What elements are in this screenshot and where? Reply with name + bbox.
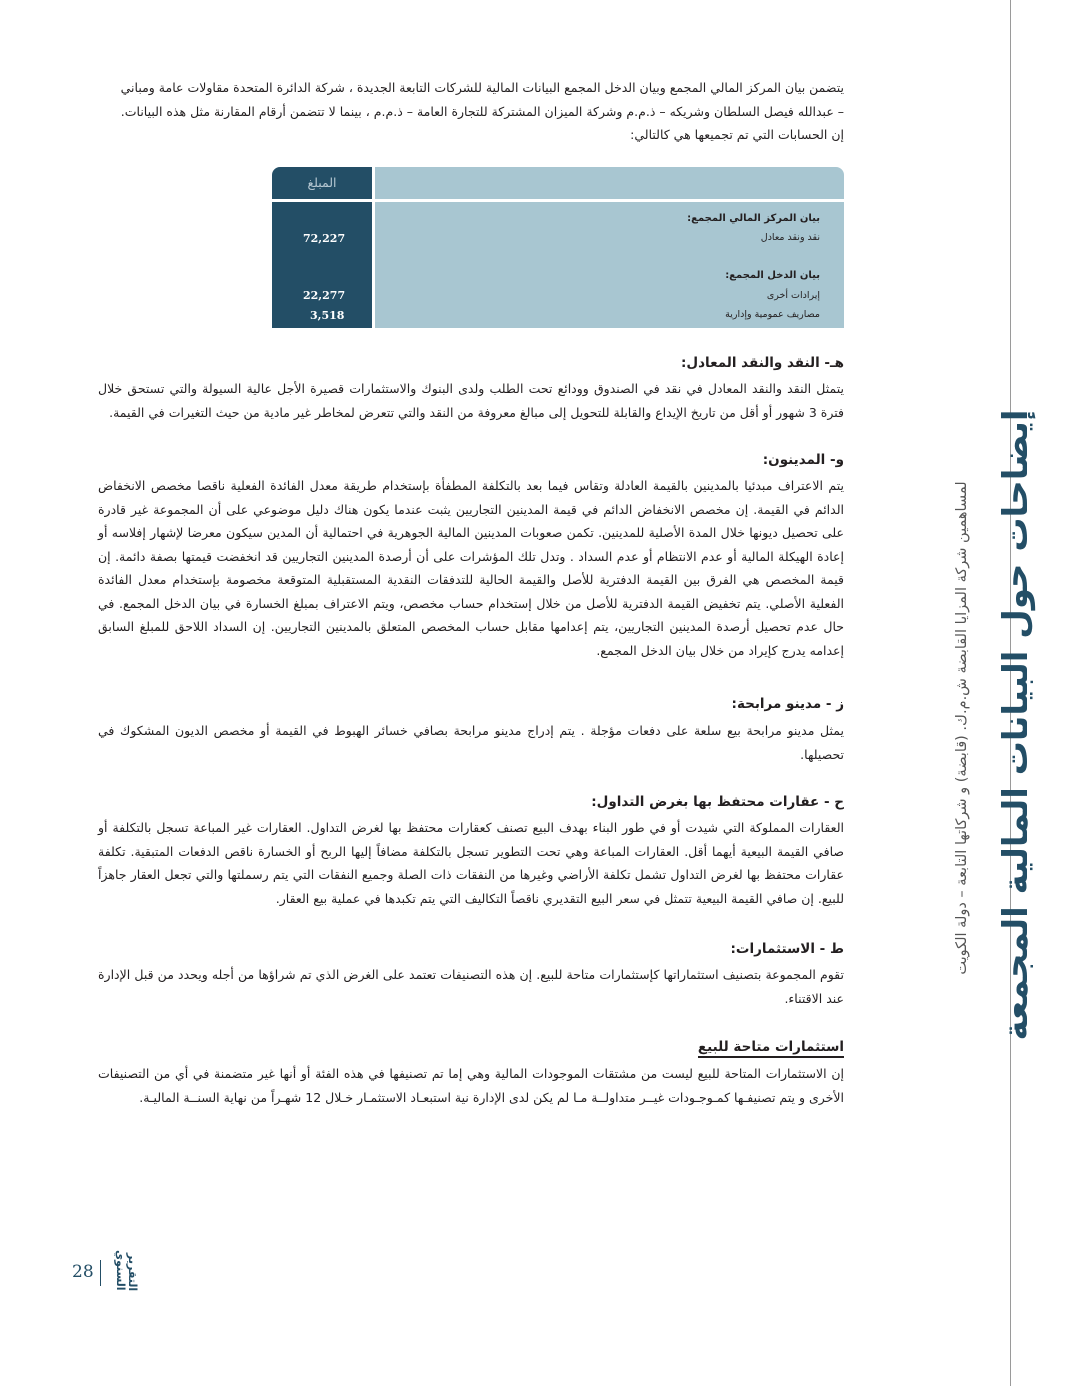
paragraph-cash-equivalents bbox=[98, 377, 844, 424]
paragraph-available-for-sale bbox=[98, 1062, 844, 1109]
heading-debtors: و- المدينون: bbox=[762, 452, 844, 468]
side-title-band bbox=[954, 300, 1038, 1160]
table-row-cash-label: نقد ونقد معادل bbox=[760, 232, 820, 243]
page-number: 28 bbox=[72, 1262, 94, 1282]
paragraph-cash-equivalents-text: يتمثل النقد والنقد المعادل في نقد في الصندوق وودائع تحت الطلب ولدى البنوك والاستثمارات قصيرة الأجل عالية السيولة والتي تستحق خلال فترة 3 شهور أو أقل من تاريخ الإيداع والقابلة للتحويل إلى مبالغ معروفة من النقد والتي تتعرض لمخاطر غير مادية من حيث التغيرات في القيمة. bbox=[98, 381, 844, 420]
heading-trading-properties: ح - عقارات محتفظ بها بغرض التداول: bbox=[591, 794, 844, 810]
side-subtitle: لمساهمين شركة المزايا القابضة ش.م.ك. (قابضة) و شركاتها التابعة – دولة الكويت bbox=[954, 481, 970, 975]
paragraph-investments bbox=[98, 963, 844, 1010]
paragraph-trading-properties-text: العقارات المملوكة التي شيدت أو في طور البناء بهدف البيع تصنف كعقارات محتفظ بها لغرض التداول. العقارات غير المباعة تسجل بالتكلفة أو صافي القيمة البيعية أيهما أقل. العقارات المباعة وهي تحت التطوير تسجل بالتكلفة مضافاً إليها الربح أو الخسارة ناقص الدفعات المتبقية. تكلفة عقارات محتفظ بها لغرض التداول تشمل تكلفة الأراضي وغيرها من النفقات ذات الصلة وجميع النفقات التي يتم رسملتها والتي تجعل العقار جاهزاً للبيع. إن صافي القيمة البيعية تتمثل في سعر البيع التقديري ناقصاً التكاليف التي يتم تكبدها في عملية بيع العقار. bbox=[98, 820, 844, 906]
table-row-admin-expenses-value: 3,518 bbox=[310, 309, 345, 322]
side-title: إيضاحات حول البيانات المالية المجمعة bbox=[996, 409, 1036, 1041]
paragraph-investments-text: تقوم المجموعة بتصنيف استثماراتها كإستثمارات متاحة للبيع. إن هذه التصنيفات تعتمد على الغرض الذي تم شراؤها من أجله ويحدد من قبل الإدارة عند الاقتناء. bbox=[98, 967, 844, 1006]
table-section-income-statement: بيان الدخل المجمع: bbox=[725, 270, 820, 281]
paragraph-debtors-text: يتم الاعتراف مبدئيا بالمدينين بالقيمة العادلة وتقاس فيما بعد بالتكلفة المطفأة بإستخدام طريقة معدل الفائدة الفعلية ناقصا مخصص الانخفاض الدائم في القيمة. إن مخصص الانخفاض الدائم في قيمة المدينين التجاريين يثبت عندما يكون هناك دليل موضوعي على أن المجموعة غير قادرة على تحصيل ديونها خلال المدة الأصلية للمدينين. تكمن صعوبات المدينين المالية الجوهرية في احتمالية أن المدين سيكون معرضا لإشهار إفلاسه أو إعادة الهيكلة المالية أو عدم الانتظام أو عدم السداد . وتدل تلك المؤشرات على أن أرصدة المدينين التجاريين قد انخفضت قيمتها بصفة دائمة. إن قيمة المخصص هي الفرق بين القيمة الدفترية للأصل والقيمة الحالية للتدفقات النقدية المستقبلية المتوقعة مخصومة بإستخدام معدل الفائدة الفعلية الأصلي. يتم تخفيض القيمة الدفترية للأصل من خلال إستخدام حساب مخصص، ويتم الاعتراف بمبلغ الخسارة في بيان الدخل المجمع. في حال عدم تحصيل أرصدة المدينين التجاريين، يتم إعدامها مقابل حساب المخصص المتعلق بالمدينين التجاريين. إن السداد اللاحق للمبلغ السابق إعدامه يدرج كإيراد من خلال بيان الدخل المجمع. bbox=[98, 478, 844, 658]
table-section-financial-position: بيان المركز المالي المجمع: bbox=[687, 213, 820, 224]
annual-report-logo: التقرير السنوي bbox=[114, 1250, 139, 1291]
paragraph-murabaha bbox=[98, 719, 844, 766]
heading-investments: ط - الاستثمارات: bbox=[730, 941, 844, 957]
paragraph-trading-properties bbox=[98, 816, 844, 910]
heading-murabaha: ز - مدينو مرابحة: bbox=[731, 696, 844, 712]
table-row-admin-expenses-label: مصاريف عمومية وإدارية bbox=[725, 309, 820, 320]
paragraph-murabaha-text: يمثل مدينو مرابحة بيع سلعة على دفعات مؤجلة . يتم إدراج مدينو مرابحة بصافي خسائر الهبوط في القيمة أو مخصص الديون المشكوك في تحصيلها. bbox=[98, 723, 844, 762]
footer-separator bbox=[100, 1260, 101, 1286]
table-row-other-income-label: إيرادات أخرى bbox=[766, 290, 820, 301]
intro-line-1: يتضمن بيان المركز المالي المجمع وبيان الدخل المجمع البيانات المالية للشركات التابعة الجديدة ، شركة الدائرة المتحدة مقاولات عامة ومباني bbox=[120, 80, 844, 95]
table-description-header bbox=[375, 167, 844, 199]
heading-available-for-sale: استثمارات متاحة للبيع bbox=[698, 1039, 844, 1058]
intro-line-3: إن الحسابات التي تم تجميعها هي كالتالي: bbox=[630, 127, 844, 142]
paragraph-debtors bbox=[98, 474, 844, 662]
table-amount-header: المبلغ bbox=[272, 167, 372, 199]
table-row-cash-value: 72,227 bbox=[303, 232, 346, 245]
intro-paragraph bbox=[98, 76, 844, 147]
paragraph-available-for-sale-text: إن الاستثمارات المتاحة للبيع ليست من مشتقات الموجودات المالية وهي إما تم تصنيفها في هذه الفئة أو أنها غير متضمنة في أي من التصنيفات الأخرى و يتم تصنيفـها كمـوجـودات غيــر متداولــة مـا لم يكن لدى الإدارة نية استبعـاد الاستثمـار خـلال 12 شهـراً من نهاية السنــة الماليـة. bbox=[98, 1066, 844, 1105]
heading-cash-equivalents: هـ- النقد والنقد المعادل: bbox=[681, 355, 844, 371]
intro-line-2: – عبدالله فيصل السلطان وشريكه – ذ.م.م وشركة الميزان المشتركة للتجارة العامة – ذ.م.م ، بينما لا تتضمن أرقام المقارنة مثل هذه البيانات. bbox=[120, 103, 844, 119]
table-row-other-income-value: 22,277 bbox=[303, 289, 346, 302]
